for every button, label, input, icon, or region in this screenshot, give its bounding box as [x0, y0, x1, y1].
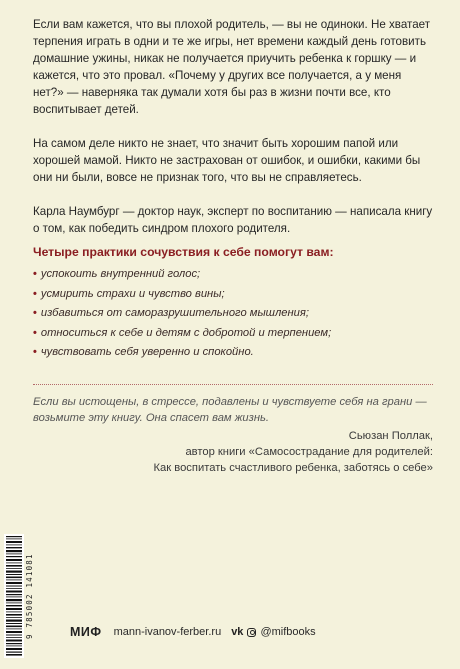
list-item	[33, 325, 433, 345]
social-handle[interactable]: @mifbooks	[260, 626, 316, 638]
list-item	[33, 344, 433, 364]
practice-text: относиться к себе и детям с добротой и терпением;	[40, 326, 332, 339]
practice-text: чувствовать себя уверенно и спокойно.	[40, 346, 254, 358]
practices-title: Четыре практики сочувствия к себе помогут вам:	[33, 245, 334, 259]
intro-text	[33, 16, 433, 237]
list-item	[33, 305, 433, 325]
intro-paragraph-1: Если вам кажется, что вы плохой родитель, — вы не одиноки. Не хватает терпения играть в одни и те же игры, нет времени каждый день готовить домашние ужины, никак не получается приучить ребенка к горшку — и кажется, что это провал. «Почему у других все получается, а у меня нет?» — наверняка так думали хотя бы раз в жизни почти все, кто воспитывает детей.	[33, 18, 431, 116]
practices-section	[33, 244, 433, 364]
bullet-icon: •	[33, 326, 37, 339]
practice-list	[33, 266, 433, 364]
bullet-icon: •	[33, 346, 37, 358]
quote-author-book-line-2: Как воспитать счастливого ребенка, заботясь о себе»	[153, 462, 433, 474]
intro-paragraph-2: На самом деле никто не знает, что значит быть хорошим папой или хорошей мамой. Никто не застрахован от ошибок, и ошибки, какими бы они ни были, вовсе не признак того, что вы не справляетесь.	[33, 137, 421, 184]
list-item	[33, 266, 433, 286]
practice-text: избавиться от саморазрушительного мышления;	[40, 307, 309, 319]
instagram-icon	[247, 628, 256, 637]
quote-author-book-line-1: автор книги «Самосострадание для родителей:	[185, 446, 433, 458]
quote-attribution	[33, 428, 433, 476]
quote-text: Если вы истощены, в стрессе, подавлены и чувствуете себя на грани — возьмите эту книгу. Она спасет вам жизнь.	[33, 396, 427, 424]
barcode-bars	[4, 534, 24, 658]
vk-icon: vk	[231, 626, 244, 638]
practice-text: успокоить внутренний голос;	[40, 268, 201, 280]
publisher-logo: МИФ	[70, 625, 102, 639]
quote-block	[33, 394, 433, 426]
bullet-icon: •	[33, 287, 37, 300]
publisher-footer	[70, 623, 316, 641]
isbn-number: 9 785002 141081	[25, 553, 34, 639]
divider	[33, 384, 433, 385]
publisher-website[interactable]: mann-ivanov-ferber.ru	[113, 626, 222, 638]
list-item	[33, 286, 433, 306]
bullet-icon: •	[33, 307, 37, 319]
practice-text: усмирить страхи и чувство вины;	[40, 287, 225, 300]
quote-author: Сьюзан Поллак,	[348, 430, 433, 442]
barcode-icon	[4, 534, 24, 658]
intro-paragraph-3: Карла Наумбург — доктор наук, эксперт по воспитанию — написала книгу о том, как победить синдром плохого родителя.	[33, 205, 433, 235]
bullet-icon: •	[33, 268, 37, 280]
